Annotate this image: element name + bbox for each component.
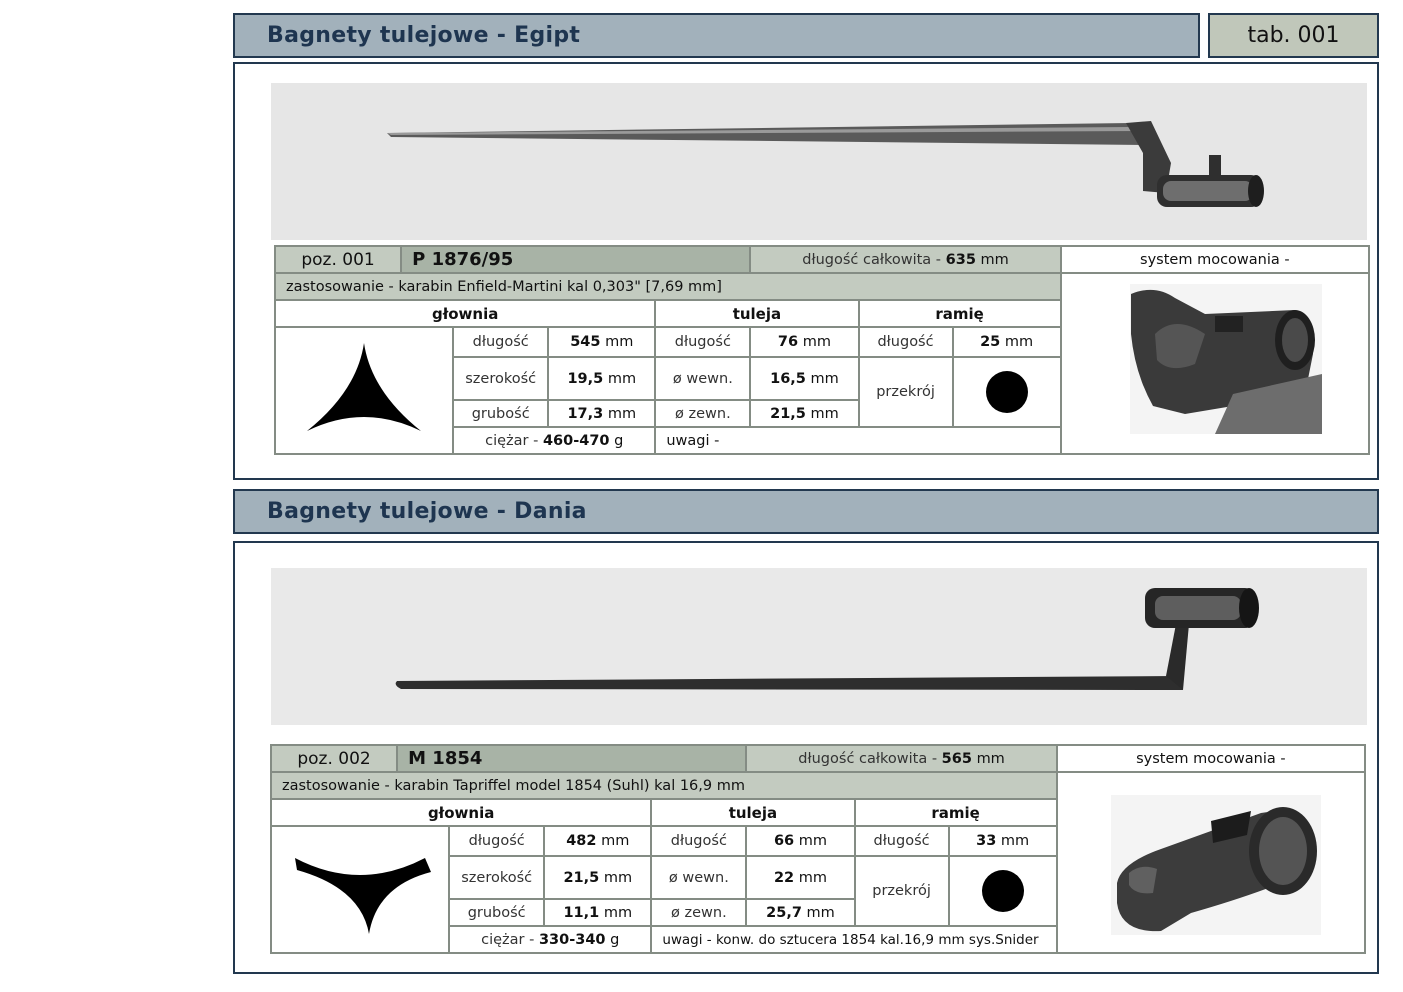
blade-width: 19,5 mm xyxy=(548,357,655,400)
specs-table-1 xyxy=(274,245,1370,455)
total-length-label: długość całkowita - xyxy=(802,251,942,268)
mount-photo-denmark xyxy=(1061,773,1361,948)
total-length-value: 635 xyxy=(945,251,976,268)
arm-length-label: długość xyxy=(855,826,949,856)
blade-cross-section-trefoil xyxy=(277,331,451,446)
blade-length-label: długość xyxy=(453,327,548,357)
position-label: poz. 002 xyxy=(271,745,397,772)
notes: uwagi - xyxy=(655,427,1060,454)
blade-cross-section-cell xyxy=(271,826,449,953)
usage-text: zastosowanie - karabin Enfield-Martini kal 0,303" [7,69 mm] xyxy=(275,273,1061,300)
section-1-title-bar xyxy=(233,13,1200,58)
weight: ciężar - 330-340 g xyxy=(449,926,651,953)
blade-width-label: szerokość xyxy=(449,856,544,899)
position-label: poz. 001 xyxy=(275,246,401,273)
blade-length: 545 mm xyxy=(548,327,655,357)
arm-header: ramię xyxy=(859,300,1061,327)
section-1-title: Bagnety tulejowe - Egipt xyxy=(267,23,581,48)
blade-thickness: 11,1 mm xyxy=(544,899,651,926)
weight: ciężar - 460-470 g xyxy=(453,427,655,454)
blade-length: 482 mm xyxy=(544,826,651,856)
total-length: długość całkowita - 565 mm xyxy=(746,745,1056,772)
blade-width-label: szerokość xyxy=(453,357,548,400)
blade-width: 21,5 mm xyxy=(544,856,651,899)
blade-cross-section-concave xyxy=(273,830,447,945)
mount-photo-egypt xyxy=(1065,274,1365,449)
blade-length-label: długość xyxy=(449,826,544,856)
section-2-title-bar xyxy=(233,489,1379,534)
socket-outer: 21,5 mm xyxy=(750,400,858,427)
socket-outer-label: ø zewn. xyxy=(655,400,750,427)
section-2-title: Bagnety tulejowe - Dania xyxy=(267,499,587,524)
total-length xyxy=(750,246,1060,273)
table-number-badge: tab. 001 xyxy=(1208,13,1379,58)
blade-cross-section-cell xyxy=(275,327,453,454)
round-section-icon xyxy=(982,870,1024,912)
mount-photo-cell xyxy=(1057,772,1365,953)
blade-thickness: 17,3 mm xyxy=(548,400,655,427)
arm-header: ramię xyxy=(855,799,1057,826)
model-name: M 1854 xyxy=(397,745,746,772)
arm-length: 25 mm xyxy=(953,327,1061,357)
bayonet-photo-egypt xyxy=(271,83,1367,240)
blade-thickness-label: grubość xyxy=(449,899,544,926)
mount-photo-cell xyxy=(1061,273,1369,454)
unit: mm xyxy=(980,251,1009,268)
socket-header: tuleja xyxy=(655,300,858,327)
blade-thickness-label: grubość xyxy=(453,400,548,427)
socket-inner: 16,5 mm xyxy=(750,357,858,400)
socket-length-label: długość xyxy=(651,826,746,856)
section-2-panel xyxy=(233,541,1379,974)
socket-inner: 22 mm xyxy=(746,856,854,899)
socket-length: 76 mm xyxy=(750,327,858,357)
arm-length-label: długość xyxy=(859,327,953,357)
specs-table-2 xyxy=(270,744,1366,954)
socket-length-label: długość xyxy=(655,327,750,357)
socket-outer-label: ø zewn. xyxy=(651,899,746,926)
socket-inner-label: ø wewn. xyxy=(655,357,750,400)
usage-text: zastosowanie - karabin Tapriffel model 1854 (Suhl) kal 16,9 mm xyxy=(271,772,1057,799)
mount-system-label: system mocowania - xyxy=(1057,745,1365,772)
blade-header: głownia xyxy=(275,300,655,327)
notes: uwagi - konw. do sztucera 1854 kal.16,9 mm sys.Snider xyxy=(651,926,1056,953)
section-1-panel xyxy=(233,62,1379,480)
model-name: P 1876/95 xyxy=(401,246,750,273)
arm-length: 33 mm xyxy=(949,826,1057,856)
arm-section-label: przekrój xyxy=(855,856,949,926)
arm-section-shape xyxy=(953,357,1061,427)
round-section-icon xyxy=(986,371,1028,413)
mount-system-label: system mocowania - xyxy=(1061,246,1369,273)
socket-header: tuleja xyxy=(651,799,854,826)
socket-length: 66 mm xyxy=(746,826,854,856)
socket-outer: 25,7 mm xyxy=(746,899,854,926)
arm-section-label: przekrój xyxy=(859,357,953,427)
bayonet-photo-denmark xyxy=(271,568,1367,725)
blade-header: głownia xyxy=(271,799,651,826)
socket-inner-label: ø wewn. xyxy=(651,856,746,899)
arm-section-shape xyxy=(949,856,1057,926)
